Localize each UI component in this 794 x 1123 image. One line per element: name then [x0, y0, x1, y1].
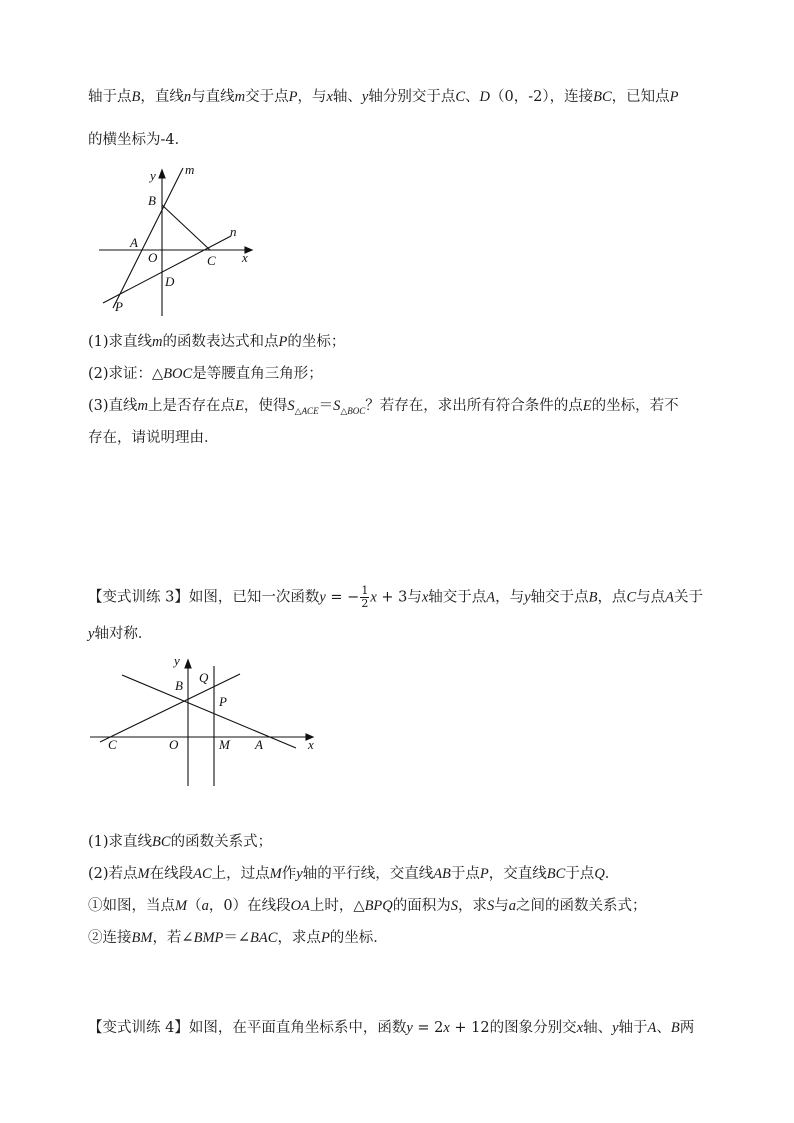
label-a: A: [130, 235, 138, 250]
y-axis-arrow: [159, 170, 165, 178]
label-y: y: [174, 653, 180, 668]
line-n: [103, 236, 231, 303]
variant-3-heading: 【变式训练 3】如图，已知一次函数y = − $\frac{1}{2}$ x + 3与x轴交于点A，与y轴交于点B，点C与点A关于: [88, 584, 703, 610]
label-b: B: [175, 678, 183, 693]
variant-4-heading: 【变式训练 4】如图，在平面直角坐标系中，函数y = 2x + 12的图象分别交x轴、y轴于A、B两: [88, 1020, 695, 1036]
y-axis-arrow: [185, 660, 191, 668]
label-p: P: [219, 694, 227, 709]
label-a: A: [255, 737, 263, 752]
segment-bc: [162, 205, 210, 250]
label-m: m: [185, 162, 195, 177]
label-o: O: [169, 737, 179, 752]
label-x: x: [308, 737, 314, 752]
variant-3-question-2: (2)若点M在线段AC上，过点M作y轴的平行线，交直线AB于点P，交直线BC于点Q．: [88, 866, 620, 882]
label-q: Q: [199, 670, 209, 685]
label-n: n: [230, 224, 237, 239]
variant-3-heading-continued: y轴对称．: [88, 626, 153, 642]
label-b: B: [148, 193, 156, 208]
label-x: x: [242, 250, 248, 265]
question-3: (3)直线m上是否存在点E，使得$S_{\triangle ACE}=S_{\triangle BOC}$？若存在，求出所有符合条件的点E的坐标，若不: [88, 398, 679, 417]
label-o: O: [148, 250, 158, 265]
label-y: y: [150, 168, 156, 183]
variant-3-subquestion-2: ②连接BM，若∠BMP＝∠BAC，求点P的坐标．: [88, 930, 388, 946]
variant-3-subquestion-1: ①如图，当点M（a，0）在线段OA上时，△BPQ的面积为S，求S与a之间的函数关系式；: [88, 898, 647, 914]
question-3-continued: 存在，请说明理由．: [88, 430, 219, 446]
problem-text-line: 轴于点B，直线n与直线m交于点P，与x轴、y轴分别交于点C、D（0，-2），连接BC，已知点P: [88, 89, 679, 105]
label-c: C: [108, 737, 117, 752]
fraction-one-half: $\frac{1}{2}$: [361, 584, 369, 610]
figure-2-coordinate-diagram: [88, 650, 324, 790]
label-c: C: [207, 253, 216, 268]
label-p: P: [115, 299, 123, 314]
label-d: D: [165, 274, 175, 289]
problem-text-line: 的横坐标为-4．: [88, 132, 190, 148]
variant-3-question-1: (1)求直线BC的函数关系式；: [88, 834, 273, 850]
question-2: (2)求证：△BOC是等腰直角三角形；: [88, 366, 323, 382]
figure-1-coordinate-diagram: [95, 162, 265, 320]
label-m: M: [219, 737, 230, 752]
question-1: (1)求直线m的函数表达式和点P的坐标；: [88, 334, 346, 350]
